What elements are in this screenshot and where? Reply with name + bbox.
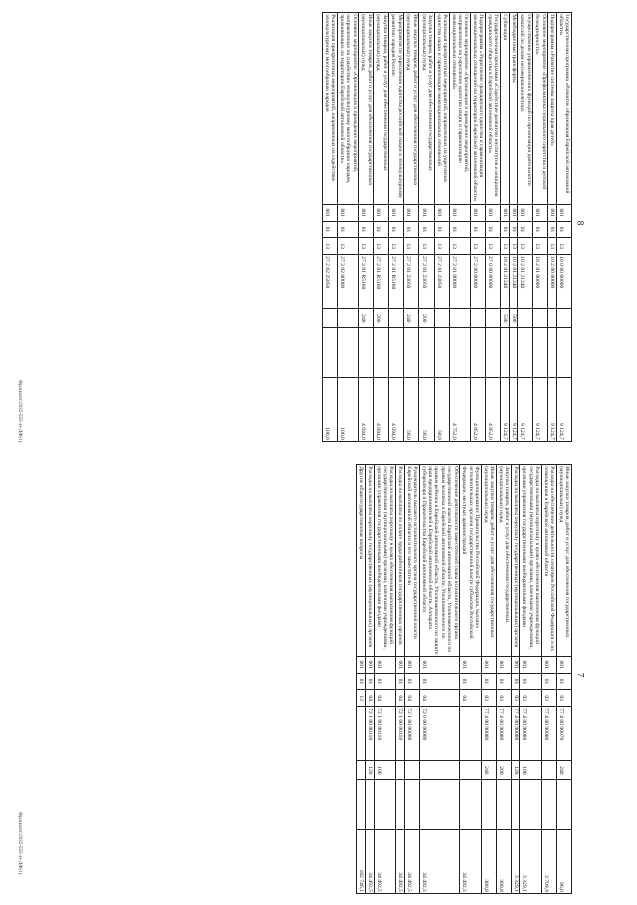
gov-code-cell: 001	[357, 656, 366, 673]
expense-type-cell	[322, 309, 337, 328]
expense-type-cell: 200	[496, 761, 511, 780]
target-article-cell: 77 4 00 90080	[481, 706, 496, 760]
subsection-code-cell: 03	[481, 690, 496, 707]
section-code-cell: 01	[419, 221, 434, 238]
gov-code-cell: 001	[404, 204, 419, 221]
section-code-cell: 01	[449, 221, 470, 238]
expense-type-cell	[357, 761, 366, 780]
row-name-cell: Расходы на выплаты персоналу государственных (муниципальных) органов	[511, 465, 520, 657]
spacer-cell	[481, 780, 496, 829]
spacer-cell	[389, 328, 404, 377]
gov-code-cell: 001	[396, 656, 405, 673]
section-code-cell: 01	[481, 673, 496, 690]
target-article-cell: 77 4 00 90080	[520, 706, 541, 760]
subsection-code-cell: 04	[460, 690, 481, 707]
target-article-cell: 27 2 01 R5160	[359, 254, 374, 308]
amount-cell: 9 124,7	[556, 377, 571, 441]
gov-code-cell: 001	[556, 656, 571, 673]
table-row	[520, 465, 541, 894]
target-article-cell: 77 4 00 90070	[556, 706, 571, 760]
spacer-cell	[434, 328, 449, 377]
table-row	[471, 13, 486, 442]
gov-code-cell: 001	[374, 656, 395, 673]
row-name-cell: Руководитель высшего исполнительного органа государственной власти Еврейской автономной области и его заместители	[404, 465, 419, 657]
spacer-cell	[541, 780, 556, 829]
section-code-cell: 01	[357, 673, 366, 690]
row-name-cell: Расходы на выплаты персоналу в целях обеспечения выполнения функций государственными (муниципальными) органами, казенными учреждениями, органами управления государственными внебюджетными фондами	[520, 465, 541, 657]
subsection-code-cell: 04	[419, 690, 460, 707]
amount-cell: 4 852,0	[486, 377, 501, 441]
target-article-cell: 10 2 01 00000	[533, 254, 548, 308]
gov-code-cell: 001	[365, 656, 374, 673]
row-name-cell: Основное мероприятие «Профилактика социального сиротства и детской безнадзорности»	[533, 13, 548, 205]
section-code-cell: 01	[541, 673, 556, 690]
target-article-cell: 10 2 01 21240	[501, 254, 510, 308]
amount-cell: 100,0	[322, 377, 337, 441]
gov-code-cell: 001	[434, 204, 449, 221]
row-name-cell: Другие общегосударственные вопросы	[357, 465, 366, 657]
table-row	[501, 13, 510, 442]
expense-type-cell: 240	[556, 761, 571, 780]
page-number: 8	[575, 220, 586, 226]
section-code-cell: 01	[518, 221, 533, 238]
table-row	[404, 465, 419, 894]
target-article-cell: 27 0 00 00000	[486, 254, 501, 308]
row-name-cell: Расходы на выплаты по оплате труда работников государственных органов	[396, 465, 405, 657]
amount-cell: 3 329,1	[511, 829, 520, 893]
row-name-cell: Реализация приоритетных мероприятий, направленных на укрепление единства нации и гармонизацию межнациональных отношений	[434, 13, 449, 205]
table-row	[419, 13, 434, 442]
section-code-cell: 01	[434, 221, 449, 238]
expense-type-cell: 240	[359, 309, 374, 328]
gov-code-cell: 001	[481, 656, 496, 673]
spacer-cell	[419, 328, 434, 377]
target-article-cell: 10 2 01 21240	[518, 254, 533, 308]
table-row	[486, 13, 501, 442]
subsection-code-cell: 13	[471, 238, 486, 255]
subsection-code-cell: 13	[486, 238, 501, 255]
gov-code-cell: 001	[460, 656, 481, 673]
target-article-cell: 77 4 00 90080	[511, 706, 520, 760]
gov-code-cell: 001	[511, 656, 520, 673]
table-row	[548, 13, 557, 442]
gov-code-cell: 001	[518, 204, 533, 221]
section-code-cell: 01	[520, 673, 541, 690]
page-footer: Фрагмент/2022-555-эт-ДФ(1)	[17, 380, 22, 443]
row-name-cell: Закупка товаров, работ и услуг для обеспечения государственных (муниципальных) нужд	[419, 13, 434, 205]
row-name-cell: Государственная программа «Развитие образования Еврейской автономной области»	[556, 13, 571, 205]
page-number: 7	[575, 672, 586, 678]
row-name-cell: Мероприятия по укреплению единства российской нации и этнокультурному развитию народов России	[389, 13, 404, 205]
section-code-cell: 01	[337, 221, 358, 238]
target-article-cell: 27 2 01 00000	[449, 254, 470, 308]
subsection-code-cell: 03	[556, 690, 571, 707]
section-code-cell: 01	[471, 221, 486, 238]
gov-code-cell: 001	[419, 656, 460, 673]
expense-type-cell	[404, 761, 419, 780]
section-code-cell: 01	[374, 221, 389, 238]
amount-cell: 34 492,5	[404, 829, 419, 893]
table-row	[556, 465, 571, 894]
table-row	[396, 465, 405, 894]
table-row	[496, 465, 511, 894]
gov-code-cell: 001	[520, 656, 541, 673]
amount-cell: 9 124,7	[501, 377, 510, 441]
spacer-cell	[404, 780, 419, 829]
expense-type-cell: 120	[365, 761, 374, 780]
row-name-cell: Иные закупки товаров, работ и услуг для обеспечения государственных (муниципальных) нужд	[481, 465, 496, 657]
table-row	[509, 13, 518, 442]
target-article-cell: 77 4 00 90080	[541, 706, 556, 760]
expense-type-cell	[337, 309, 358, 328]
amount-cell: 3 709,9	[541, 829, 556, 893]
section-code-cell: 01	[501, 221, 510, 238]
row-name-cell: Обеспечение деятельности заместителей главы исполнительного органа государственной власти Еврейской автономной области, Уполномоченного по правам человека в Еврейской автономной области, Уполномоченного по правам ребенка в Еврейской автономной области, Уполномоченного по защите прав предпринимателей в Еврейской автономной области, Аппарата губернатора и Правительства Еврейской автономной области	[420, 466, 459, 655]
spacer-cell	[374, 780, 395, 829]
expense-type-cell: 500	[509, 309, 518, 328]
spacer-cell	[471, 328, 486, 377]
section-code-cell: 01	[419, 673, 460, 690]
spacer-cell	[419, 780, 460, 829]
amount-cell: 34 492,5	[419, 829, 460, 893]
target-article-cell: 27 2 01 23050	[419, 254, 434, 308]
expense-type-cell: 530	[501, 309, 510, 328]
subsection-code-cell: 13	[509, 238, 518, 255]
amount-cell: 34 492,5	[365, 829, 374, 893]
section-code-cell: 01	[556, 221, 571, 238]
spacer-cell	[449, 328, 470, 377]
subsection-code-cell: 13	[518, 238, 533, 255]
section-code-cell: 01	[509, 221, 518, 238]
target-article-cell: 72 1 00 00110	[374, 706, 395, 760]
expense-type-cell	[419, 761, 460, 780]
gov-code-cell: 001	[541, 656, 556, 673]
spacer-cell	[374, 328, 389, 377]
gov-code-cell: 001	[337, 204, 358, 221]
target-article-cell: 27 2 02 00000	[337, 254, 358, 308]
subsection-code-cell: 13	[501, 238, 510, 255]
subsection-code-cell: 13	[419, 238, 434, 255]
gov-code-cell: 001	[404, 656, 419, 673]
gov-code-cell: 001	[471, 204, 486, 221]
section-code-cell: 01	[511, 673, 520, 690]
spacer-cell	[486, 328, 501, 377]
gov-code-cell: 001	[533, 204, 548, 221]
spacer-cell	[556, 780, 571, 829]
target-article-cell: 27 2 01 23050	[434, 254, 449, 308]
expense-type-cell: 200	[419, 309, 434, 328]
subsection-code-cell: 03	[511, 690, 520, 707]
expense-type-cell	[556, 309, 571, 328]
target-article-cell: 72 1 00 00000	[404, 706, 419, 760]
row-name-cell: Реализация приоритетных мероприятий, направленных на содействие этнокультурному многообразию народов	[322, 13, 337, 205]
target-article-cell: 27 2 02 25050	[322, 254, 337, 308]
table-row	[374, 465, 395, 894]
gov-code-cell: 001	[449, 204, 470, 221]
expense-type-cell	[486, 309, 501, 328]
row-name-cell: Расходы на выплаты персоналу государственных (муниципальных) органов	[365, 465, 374, 657]
budget-table	[322, 12, 572, 442]
spacer-cell	[520, 780, 541, 829]
expense-type-cell	[396, 761, 405, 780]
rotated-table-container	[62, 12, 572, 442]
page-footer: Фрагмент/2022-555-эт-ДФ(1)	[17, 812, 22, 875]
amount-cell: 9 124,7	[509, 377, 518, 441]
row-name-cell: Расходы на выплаты персоналу в целях обеспечения выполнения функций государственными (муниципальными) органами, казенными учреждениями, органами управления государственными внебюджетными фондами	[374, 465, 395, 657]
target-article-cell: 72 0 00 00000	[419, 706, 460, 760]
row-name-cell: Иные закупки товаров, работ и услуг для обеспечения государственных (муниципальных) нужд	[404, 13, 419, 205]
amount-cell: 34 492,5	[396, 829, 405, 893]
table-row	[449, 13, 470, 442]
subsection-code-cell: 04	[374, 690, 395, 707]
expense-type-cell: 240	[481, 761, 496, 780]
expense-type-cell: 100	[374, 761, 395, 780]
expense-type-cell: 120	[511, 761, 520, 780]
section-code-cell: 01	[359, 221, 374, 238]
row-name-cell: Иные закупки товаров, работ и услуг для обеспечения государственных (муниципальных) нужд	[359, 13, 374, 205]
amount-cell: 4 694,0	[374, 377, 389, 441]
expense-type-cell	[449, 309, 470, 328]
subsection-code-cell: 03	[496, 690, 511, 707]
section-code-cell: 01	[374, 673, 395, 690]
table-row	[434, 13, 449, 442]
subsection-code-cell: 13	[533, 238, 548, 255]
section-code-cell: 01	[548, 221, 557, 238]
amount-cell: 4 694,0	[359, 377, 374, 441]
gov-code-cell: 001	[496, 656, 511, 673]
target-article-cell: 27 2 01 23050	[404, 254, 419, 308]
table-row	[511, 465, 520, 894]
spacer-cell	[460, 780, 481, 829]
row-name-cell: Закупка товаров, работ и услуг для обеспечения государственных (муниципальных) нужд	[374, 13, 389, 205]
target-article-cell: 77 4 00 90080	[496, 706, 511, 760]
subsection-code-cell: 03	[520, 690, 541, 707]
target-article-cell: 27 2 00 00000	[471, 254, 486, 308]
expense-type-cell	[434, 309, 449, 328]
section-code-cell: 01	[486, 221, 501, 238]
table-row	[322, 13, 337, 442]
subsection-code-cell: 13	[359, 238, 374, 255]
expense-type-cell: 100	[520, 761, 541, 780]
gov-code-cell: 001	[419, 204, 434, 221]
row-name-cell: Расходы на обеспечение деятельности сенаторов Российской Федерации и их помощников в Еврейской автономной области	[541, 465, 556, 657]
target-article-cell: 72 1 00 00110	[396, 706, 405, 760]
section-code-cell: 01	[389, 221, 404, 238]
subsection-code-cell: 13	[449, 238, 470, 255]
gov-code-cell: 001	[359, 204, 374, 221]
gov-code-cell: 001	[374, 204, 389, 221]
gov-code-cell: 001	[486, 204, 501, 221]
expense-type-cell: 200	[374, 309, 389, 328]
table-row	[365, 465, 374, 894]
row-name-cell: Осуществление управленческих функций по организации деятельности комиссий по делам несовершеннолетних	[518, 13, 533, 205]
spacer-cell	[509, 328, 518, 377]
amount-cell: 58,0	[404, 377, 419, 441]
expense-type-cell: 240	[404, 309, 419, 328]
target-article-cell: 27 2 01 R5160	[374, 254, 389, 308]
target-article-cell: 10 2 00 00000	[548, 254, 557, 308]
section-code-cell: 01	[322, 221, 337, 238]
table-row	[518, 13, 533, 442]
spacer-cell	[501, 328, 510, 377]
amount-cell: 9 124,7	[548, 377, 557, 441]
amount-cell: 4 694,0	[389, 377, 404, 441]
gov-code-cell: 001	[509, 204, 518, 221]
amount-cell: 9 124,7	[533, 377, 548, 441]
gov-code-cell: 001	[556, 204, 571, 221]
table-row	[337, 13, 358, 442]
section-code-cell: 01	[365, 673, 374, 690]
section-code-cell: 01	[496, 673, 511, 690]
expense-type-cell	[548, 309, 557, 328]
subsection-code-cell: 13	[337, 238, 358, 255]
subsection-code-cell: 13	[374, 238, 389, 255]
amount-cell: 100,0	[337, 377, 358, 441]
target-article-cell: 10 0 00 00000	[556, 254, 571, 308]
subsection-code-cell: 13	[322, 238, 337, 255]
subsection-code-cell: 04	[396, 690, 405, 707]
spacer-cell	[396, 780, 405, 829]
section-code-cell: 01	[556, 673, 571, 690]
spacer-cell	[518, 328, 533, 377]
row-name-cell: Государственная программа «Содействие развитию институтов и инициатив гражданского общества в Еврейской автономной области»	[486, 13, 501, 205]
table-row	[404, 13, 419, 442]
section-code-cell: 01	[404, 673, 419, 690]
amount-cell: 96,0	[556, 829, 571, 893]
rotated-table-container	[62, 464, 572, 894]
section-code-cell: 01	[404, 221, 419, 238]
target-article-cell	[460, 706, 481, 760]
row-name-cell: Основное мероприятие «Организация и проведение мероприятий, направленных на укрепление единства нации и гармонизацию межнациональных отношений»	[449, 13, 470, 205]
spacer-cell	[533, 328, 548, 377]
table-row	[357, 465, 366, 894]
row-name-cell: Закупка товаров, работ и услуг для обеспечения государственных (муниципальных) нужд	[496, 465, 511, 657]
expense-type-cell	[389, 309, 404, 328]
expense-type-cell	[533, 309, 548, 328]
spacer-cell	[404, 328, 419, 377]
target-article-cell: 72 1 00 00110	[365, 706, 374, 760]
amount-cell: 9 124,7	[518, 377, 533, 441]
subsection-code-cell: 13	[434, 238, 449, 255]
subsection-code-cell: 13	[404, 238, 419, 255]
table-row	[460, 465, 481, 894]
subsection-code-cell: 13	[548, 238, 557, 255]
amount-cell: 4 852,0	[471, 377, 486, 441]
subsection-code-cell: 13	[556, 238, 571, 255]
table-row	[359, 13, 374, 442]
amount-cell: 182 746,1	[357, 829, 366, 893]
subsection-code-cell: 03	[541, 690, 556, 707]
row-name-cell: Иные закупки товаров, работ и услуг для обеспечения государственных (муниципальных) нужд	[556, 465, 571, 657]
spacer-cell	[365, 780, 374, 829]
spacer-cell	[556, 328, 571, 377]
page-8	[0, 0, 637, 452]
subsection-code-cell: 13	[357, 690, 366, 707]
budget-table	[356, 464, 572, 894]
expense-type-cell	[541, 761, 556, 780]
target-article-cell: 27 2 01 R5160	[389, 254, 404, 308]
table-row	[481, 465, 496, 894]
spacer-cell	[322, 328, 337, 377]
row-name-cell: Подпрограмма «Укрепление гражданского единства и гармонизация межнациональных отношений на территории Еврейской автономной области»	[471, 13, 486, 205]
table-row	[533, 13, 548, 442]
row-name-cell: Подпрограмма «Развитие системы защиты прав детей»	[548, 13, 557, 205]
expense-type-cell	[518, 309, 533, 328]
section-code-cell: 01	[396, 673, 405, 690]
row-name-cell: Межбюджетные трансферты	[509, 13, 518, 205]
amount-cell: 380,8	[496, 829, 511, 893]
amount-cell: 4 752,0	[449, 377, 470, 441]
spacer-cell	[496, 780, 511, 829]
amount-cell: 58,0	[434, 377, 449, 441]
amount-cell: 3 329,1	[520, 829, 541, 893]
subsection-code-cell: 04	[404, 690, 419, 707]
target-article-cell: 10 2 01 21240	[509, 254, 518, 308]
table-row	[556, 13, 571, 442]
subsection-code-cell: 13	[389, 238, 404, 255]
section-code-cell: 01	[533, 221, 548, 238]
spacer-cell	[337, 328, 358, 377]
table-row	[389, 13, 404, 442]
spacer-cell	[357, 780, 366, 829]
gov-code-cell: 001	[548, 204, 557, 221]
spacer-cell	[511, 780, 520, 829]
table-row	[541, 465, 556, 894]
amount-cell: 34 492,5	[374, 829, 395, 893]
expense-type-cell	[471, 309, 486, 328]
row-name-cell: Субвенции	[501, 13, 510, 205]
target-article-cell	[357, 706, 366, 760]
amount-cell: 380,8	[481, 829, 496, 893]
amount-cell: 58,0	[419, 377, 434, 441]
subsection-code-cell: 04	[365, 690, 374, 707]
row-name-cell: Функционирование Правительства Российской Федерации, высших исполнительных органов государственной власти субъектов Российской Федерации, местных администраций	[460, 465, 481, 657]
section-code-cell: 01	[460, 673, 481, 690]
gov-code-cell: 001	[389, 204, 404, 221]
gov-code-cell: 001	[501, 204, 510, 221]
table-row	[374, 13, 389, 442]
expense-type-cell	[460, 761, 481, 780]
spacer-cell	[359, 328, 374, 377]
page-7	[0, 452, 637, 905]
table-row	[419, 465, 460, 894]
gov-code-cell: 001	[322, 204, 337, 221]
row-name-cell: Основное мероприятие «Организация и проведение мероприятий, направленных на содействие этнокультурному многообразию народов, проживающих на территории Еврейской автономной области»	[337, 13, 358, 205]
spacer-cell	[548, 328, 557, 377]
amount-cell: 34 492,5	[460, 829, 481, 893]
